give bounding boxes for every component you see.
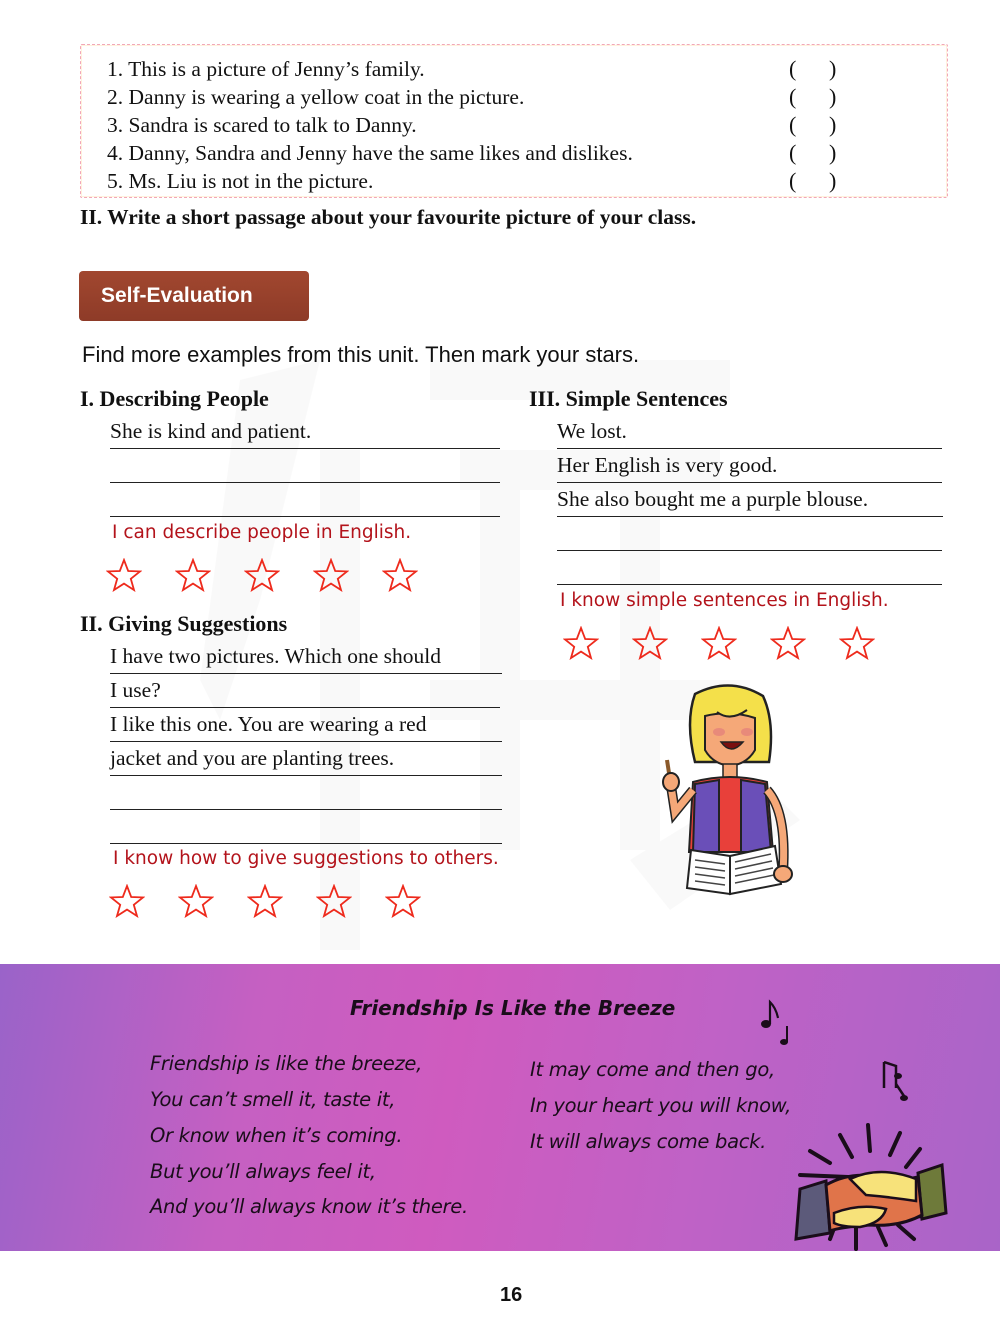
answer-line[interactable] xyxy=(557,518,942,551)
poem-line: It may come and then go, xyxy=(530,1058,775,1081)
star-icon[interactable] xyxy=(701,626,737,660)
answer-line[interactable] xyxy=(110,450,500,483)
star-icon[interactable] xyxy=(178,884,214,918)
answer-line[interactable]: Her English is very good. xyxy=(557,450,942,483)
instruction-text: Find more examples from this unit. Then mark your stars. xyxy=(82,342,640,367)
tf-answer-4[interactable]: ( ) xyxy=(789,140,837,165)
star-icon[interactable] xyxy=(244,558,280,592)
star-icon[interactable] xyxy=(382,558,418,592)
answer-line[interactable]: I use? xyxy=(110,675,500,708)
poem-line: In your heart you will know, xyxy=(530,1094,792,1117)
answer-line[interactable]: She also bought me a purple blouse. xyxy=(557,484,943,517)
self-evaluation-badge: Self-Evaluation xyxy=(79,271,309,321)
poem-title: Friendship Is Like the Breeze xyxy=(350,996,676,1020)
star-icon[interactable] xyxy=(839,626,875,660)
star-icon[interactable] xyxy=(109,884,145,918)
answer-line[interactable]: She is kind and patient. xyxy=(110,416,500,449)
answer-line[interactable] xyxy=(110,777,502,810)
boy-with-book-illustration xyxy=(655,682,805,897)
page-number: 16 xyxy=(500,1284,523,1306)
star-icon[interactable] xyxy=(175,558,211,592)
answer-line[interactable] xyxy=(557,552,942,585)
poem-line: Or know when it’s coming. xyxy=(150,1124,403,1147)
tf-item-5: 5. Ms. Liu is not in the picture. xyxy=(107,169,374,193)
star-rating-describing-people xyxy=(106,558,418,592)
star-rating-giving-suggestions xyxy=(109,884,421,918)
task-2-heading: II. Write a short passage about your favourite picture of your class. xyxy=(80,205,697,229)
star-icon[interactable] xyxy=(770,626,806,660)
tf-item-2: 2. Danny is wearing a yellow coat in the picture. xyxy=(107,85,525,109)
answer-line[interactable] xyxy=(110,811,502,844)
answer-line[interactable]: I have two pictures. Which one should xyxy=(110,641,502,674)
true-false-box xyxy=(80,44,948,198)
can-do-statement: I know simple sentences in English. xyxy=(560,590,889,611)
star-icon[interactable] xyxy=(385,884,421,918)
star-icon[interactable] xyxy=(106,558,142,592)
star-icon[interactable] xyxy=(563,626,599,660)
tf-answer-1[interactable]: ( ) xyxy=(789,56,837,81)
can-do-statement: I can describe people in English. xyxy=(112,522,412,543)
answer-line[interactable]: jacket and you are planting trees. xyxy=(110,743,502,776)
star-icon[interactable] xyxy=(316,884,352,918)
tf-item-3: 3. Sandra is scared to talk to Danny. xyxy=(107,113,417,137)
star-icon[interactable] xyxy=(247,884,283,918)
tf-answer-5[interactable]: ( ) xyxy=(789,168,837,193)
beamed-notes-icon xyxy=(880,1058,910,1102)
poem-line: And you’ll always know it’s there. xyxy=(150,1195,468,1218)
poem-line: But you’ll always feel it, xyxy=(150,1160,376,1183)
poem-line: You can’t smell it, taste it, xyxy=(150,1088,396,1111)
answer-line[interactable] xyxy=(110,484,500,517)
answer-line[interactable]: I like this one. You are wearing a red xyxy=(110,709,502,742)
tf-answer-3[interactable]: ( ) xyxy=(789,112,837,137)
tf-item-4: 4. Danny, Sandra and Jenny have the same likes and dislikes. xyxy=(107,141,633,165)
star-icon[interactable] xyxy=(313,558,349,592)
section-simple-sentences-title: III. Simple Sentences xyxy=(529,386,728,411)
music-note-icon xyxy=(758,998,794,1046)
poem-line: Friendship is like the breeze, xyxy=(150,1052,423,1075)
tf-answer-2[interactable]: ( ) xyxy=(789,84,837,109)
tf-item-1: 1. This is a picture of Jenny’s family. xyxy=(107,57,425,81)
handshake-illustration xyxy=(790,1115,950,1255)
answer-line[interactable]: We lost. xyxy=(557,416,942,449)
star-rating-simple-sentences xyxy=(563,626,875,660)
star-icon[interactable] xyxy=(632,626,668,660)
can-do-statement: I know how to give suggestions to others. xyxy=(113,848,499,869)
poem-line: It will always come back. xyxy=(530,1130,767,1153)
section-describing-people-title: I. Describing People xyxy=(80,386,269,411)
section-giving-suggestions-title: II. Giving Suggestions xyxy=(80,611,288,636)
